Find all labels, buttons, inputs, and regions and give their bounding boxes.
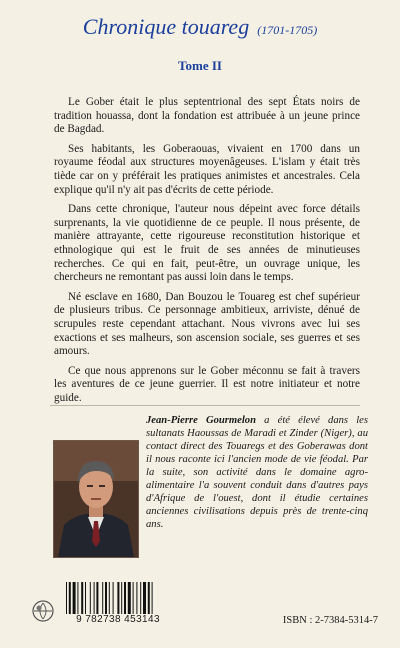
barcode-bar [81, 582, 83, 614]
barcode-bar [128, 582, 131, 614]
title-text: Chronique touareg [82, 14, 250, 39]
barcode-bar [113, 582, 114, 614]
author-bio-text: a été élevé dans les sultanats Haoussas de Maradi et Zinder (Niger), au contact direct des Touaregs et des Goberawas dont il nous raconte ici l'ancien mode de vie féodal. Par la suite, son activité dans le domaine agro-alimentaire l'a souvent conduit dans d'autres pays d'Afrique de l'ouest, dont il étudie certaines anciennes civilisations depuis près de trente-cinq ans. [146, 415, 368, 530]
section-divider [50, 405, 360, 406]
barcode-bar [69, 582, 71, 614]
summary-paragraph: Ce que nous apprenons sur le Gober méconnu se fait à travers les aventures de ce jeune guerrier. Il est notre initiateur et notre guide. [54, 364, 360, 404]
isbn-number: ISBN : 2-7384-5314-7 [282, 615, 378, 626]
barcode-bar [133, 582, 134, 614]
barcode-bar [66, 582, 67, 614]
publisher-logo [32, 600, 54, 622]
summary-paragraph: Dans cette chronique, l'auteur nous dépeint avec force détails surprenants, la vie quotidienne de ce peuple. Il nous présente, de manière attrayante, cette rigoureuse reconstitution historique et ethnologique qui est le fruit de ses années de minutieuses recherches. Ce qui en fait, peut-être, un ouvrage unique, les chercheurs ne remontant pas aussi loin dans le temps. [54, 203, 360, 284]
barcode-number: 9 782738 453143 [58, 614, 178, 625]
globe-logo-icon [32, 600, 54, 622]
barcode-bar [121, 582, 122, 614]
book-title [0, 14, 400, 40]
summary-text [54, 96, 360, 411]
barcode-bar [117, 582, 119, 614]
author-portrait-icon [54, 441, 138, 557]
summary-paragraph: Né esclave en 1680, Dan Bouzou le Touareg est chef supérieur de plusieurs tribus. Ce personnage ambitieux, arriviste, dénué de scrupules reste cependant attachant. Nous vivrons avec lui ses exactions et ses malheurs, son ascension sociale, ses guerres et ses amours. [54, 290, 360, 358]
barcode-bar [136, 582, 137, 614]
barcode-bar [77, 582, 78, 614]
author-name: Jean-Pierre Gourmelon [146, 415, 256, 426]
summary-paragraph: Le Gober était le plus septentrional des sept États noirs de tradition houassa, dont la fondation est attribuée à un jeune prince de Bagdad. [54, 96, 360, 136]
volume-label: Tome II [178, 58, 222, 73]
barcode-bar [94, 582, 95, 614]
barcode-bar [152, 582, 153, 614]
barcode-bar [96, 582, 98, 614]
barcode-bar [90, 582, 91, 614]
barcode-bar [109, 582, 110, 614]
title-dates: (1701-1705) [257, 23, 318, 37]
summary-paragraph: Ses habitants, les Goberaouas, vivaient en 1700 dans un royaume féodal aux structures moyenâgeuses. L'islam y était très tiède car on y préférait les pratiques animistes et ancestrales. Cela explique qu'il n'y ait pas d'écrits de cette période. [54, 142, 360, 196]
barcode-bar [143, 582, 146, 614]
barcode-bar [102, 582, 103, 614]
author-photo [53, 440, 139, 558]
barcode-bar [105, 582, 107, 614]
barcode-bar [85, 582, 86, 614]
barcode-bar [140, 582, 141, 614]
author-bio [146, 414, 368, 531]
barcode-bar [124, 582, 126, 614]
barcode-bar [148, 582, 150, 614]
barcode-bar [73, 582, 76, 614]
